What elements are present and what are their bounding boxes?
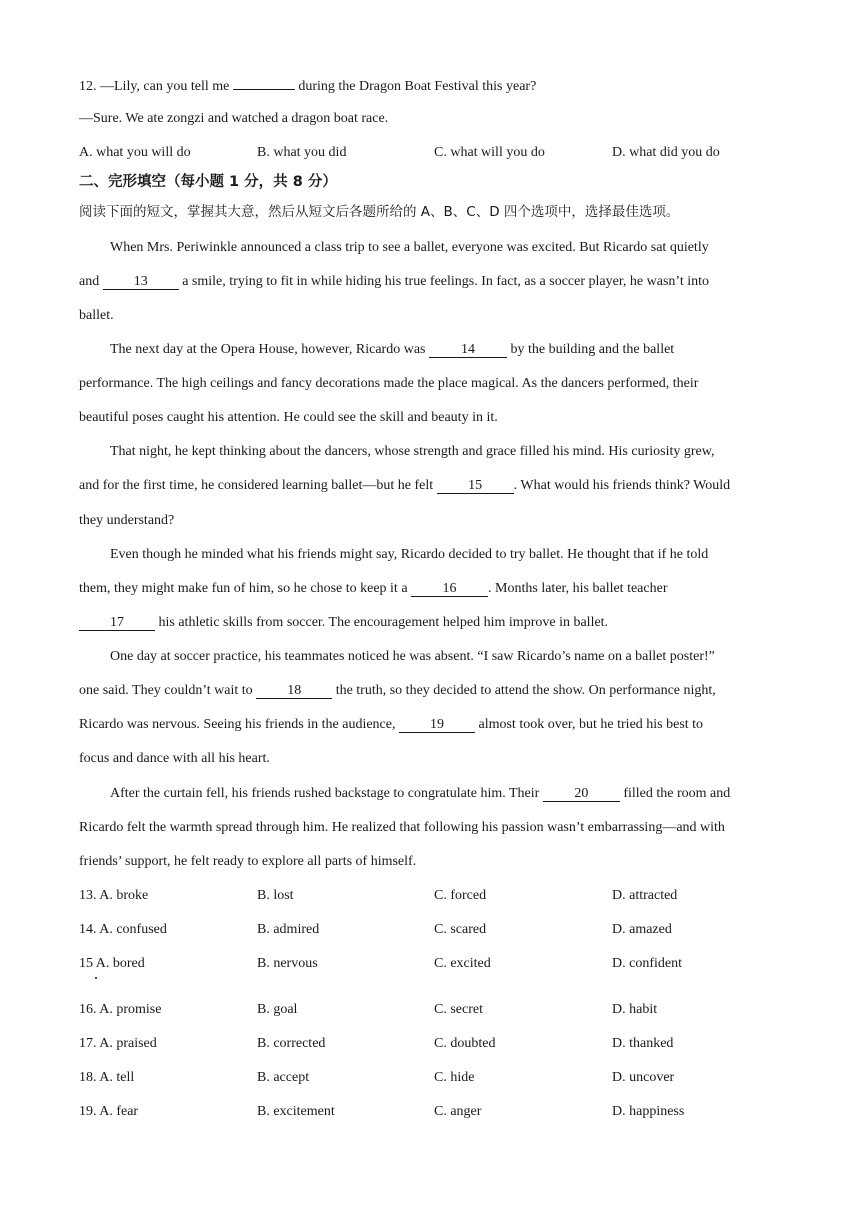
q12-blank <box>233 78 295 90</box>
passage-line: When Mrs. Periwinkle announced a class trip to see a ballet, everyone was excited. But Ricardo sat quietly <box>110 240 709 255</box>
passage-text: almost took over, but he tried his best to <box>474 717 704 732</box>
choice-c: C. secret <box>434 1002 483 1017</box>
section-2-instruction: 阅读下面的短文，掌握其大意，然后从短文后各题所给的 A、B、C、D 四个选项中，选择最佳选项。 <box>79 204 680 220</box>
choice-d: D. attracted <box>612 888 678 903</box>
passage-text: one said. They couldn’t wait to <box>79 683 257 698</box>
passage-line: That night, he kept thinking about the dancers, whose strength and grace filled his mind. His curiosity grew, <box>110 444 715 459</box>
choice-c: C. excited <box>434 956 491 971</box>
choice-a: 17. A. praised <box>79 1036 157 1051</box>
q12-option-b: B. what you did <box>257 145 347 160</box>
passage-line <box>79 718 703 733</box>
choice-b: B. lost <box>257 888 294 903</box>
passage-line: ballet. <box>79 308 114 323</box>
blank-16: 16 <box>411 582 488 597</box>
choice-d: D. habit <box>612 1002 658 1017</box>
blank-18: 18 <box>256 684 332 699</box>
choice-d: D. amazed <box>612 922 672 937</box>
choice-d: D. happiness <box>612 1104 685 1119</box>
blank-14: 14 <box>429 343 507 358</box>
choice-c: C. scared <box>434 922 487 937</box>
passage-line <box>79 582 667 597</box>
passage-text: and <box>79 274 103 289</box>
choice-b: B. accept <box>257 1070 310 1085</box>
section-2-heading: 二、完形填空（每小题 1 分，共 8 分） <box>79 174 337 190</box>
passage-line: performance. The high ceilings and fancy decorations made the place magical. As the dancers performed, their <box>79 376 699 391</box>
choice-a: 14. A. confused <box>79 922 167 937</box>
passage-line: friends’ support, he felt ready to explore all parts of himself. <box>79 854 417 869</box>
choice-a: 16. A. promise <box>79 1002 162 1017</box>
choice-a: 18. A. tell <box>79 1070 135 1085</box>
choice-b: B. goal <box>257 1002 298 1017</box>
choice-c: C. hide <box>434 1070 475 1085</box>
passage-text: his athletic skills from soccer. The encouragement helped him improve in ballet. <box>155 615 609 630</box>
blank-17: 17 <box>79 616 155 631</box>
stray-dot-mark <box>95 977 97 979</box>
choice-c: C. doubted <box>434 1036 496 1051</box>
choice-a: 15 A. bored <box>79 956 145 971</box>
choice-d: D. confident <box>612 956 682 971</box>
choice-c: C. forced <box>434 888 487 903</box>
passage-text: and for the first time, he considered learning ballet—but he felt <box>79 478 437 493</box>
choice-d: D. thanked <box>612 1036 674 1051</box>
passage-line: One day at soccer practice, his teammates noticed he was absent. “I saw Ricardo’s name on a ballet poster!” <box>110 649 715 664</box>
choice-d: D. uncover <box>612 1070 675 1085</box>
question-12 <box>79 78 536 94</box>
passage-text: a smile, trying to fit in while hiding his true feelings. In fact, as a soccer player, he wasn’t into <box>178 274 709 289</box>
passage-text: . Months later, his ballet teacher <box>488 581 668 596</box>
choice-b: B. admired <box>257 922 320 937</box>
passage-text: The next day at the Opera House, however, Ricardo was <box>110 342 429 357</box>
q12-option-d: D. what did you do <box>612 145 720 160</box>
q12-suffix: during the Dragon Boat Festival this year? <box>294 79 537 94</box>
blank-19: 19 <box>399 718 475 733</box>
passage-line <box>79 616 608 631</box>
passage-line <box>110 343 674 358</box>
passage-text: After the curtain fell, his friends rushed backstage to congratulate him. Their <box>110 786 543 801</box>
passage-line: beautiful poses caught his attention. He could see the skill and beauty in it. <box>79 410 498 425</box>
blank-20: 20 <box>543 787 620 802</box>
q12-reply: —Sure. We ate zongzi and watched a dragon boat race. <box>79 111 389 126</box>
q12-option-c: C. what will you do <box>434 145 545 160</box>
passage-line: Ricardo felt the warmth spread through him. He realized that following his passion wasn’t embarrassing—and with <box>79 820 725 835</box>
choice-c: C. anger <box>434 1104 482 1119</box>
choice-a: 19. A. fear <box>79 1104 139 1119</box>
choice-b: B. corrected <box>257 1036 326 1051</box>
passage-line <box>79 275 709 290</box>
passage-text: filled the room and <box>619 786 731 801</box>
choice-a: 13. A. broke <box>79 888 149 903</box>
blank-13: 13 <box>103 275 179 290</box>
passage-line <box>79 684 716 699</box>
passage-line: they understand? <box>79 513 175 528</box>
passage-text: by the building and the ballet <box>507 342 675 357</box>
choice-b: B. excitement <box>257 1104 335 1119</box>
passage-text: them, they might make fun of him, so he chose to keep it a <box>79 581 412 596</box>
q12-prefix: 12. —Lily, can you tell me <box>79 79 233 94</box>
passage-line <box>110 787 730 802</box>
q12-option-a: A. what you will do <box>79 145 191 160</box>
passage-text: Ricardo was nervous. Seeing his friends in the audience, <box>79 717 399 732</box>
passage-text: . What would his friends think? Would <box>513 478 731 493</box>
passage-line: Even though he minded what his friends might say, Ricardo decided to try ballet. He thought that if he told <box>110 547 709 562</box>
passage-line: focus and dance with all his heart. <box>79 751 270 766</box>
passage-text: the truth, so they decided to attend the show. On performance night, <box>332 683 716 698</box>
blank-15: 15 <box>437 479 514 494</box>
passage-line <box>79 479 730 494</box>
choice-b: B. nervous <box>257 956 318 971</box>
